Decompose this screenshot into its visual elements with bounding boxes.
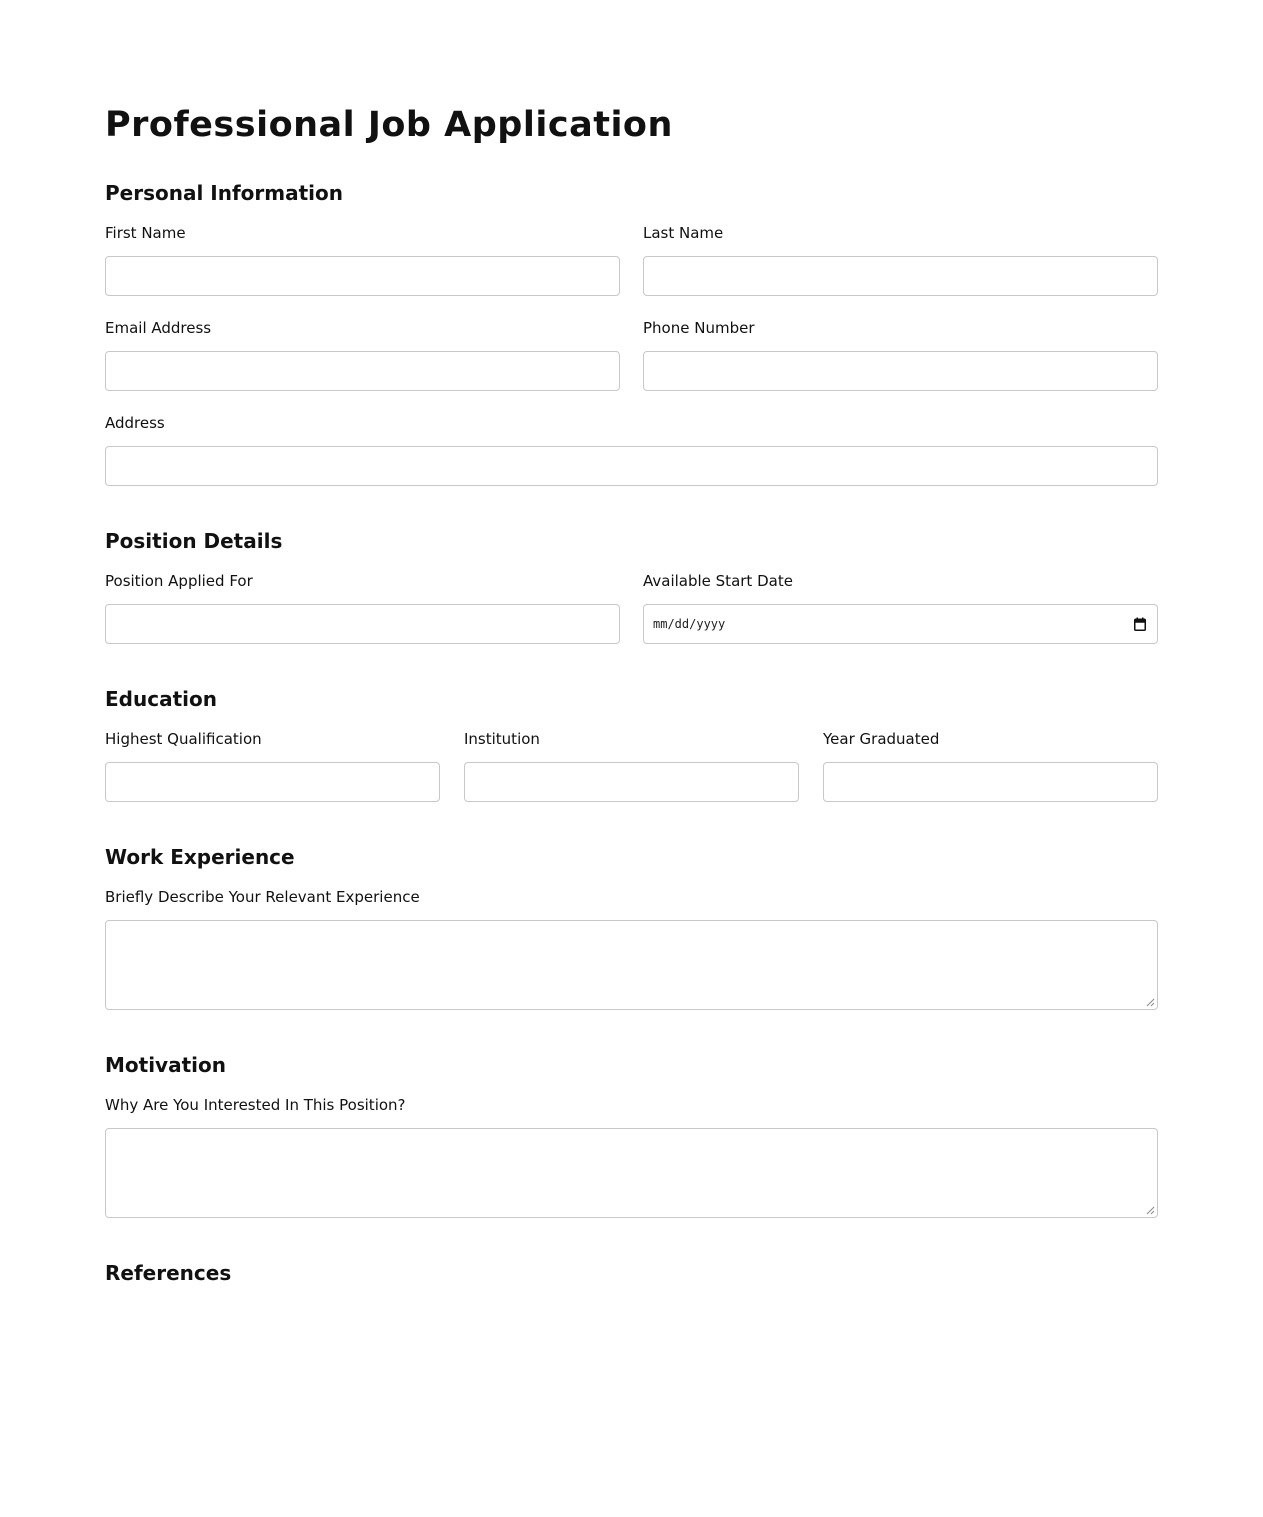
last-name-field bbox=[643, 224, 1158, 296]
address-input[interactable] bbox=[105, 446, 1158, 486]
start-date-field bbox=[643, 572, 1158, 644]
position-applied-label: Position Applied For bbox=[105, 572, 253, 590]
last-name-input[interactable] bbox=[643, 256, 1158, 296]
address-label: Address bbox=[105, 414, 165, 432]
first-name-label: First Name bbox=[105, 224, 186, 242]
start-date-input[interactable] bbox=[643, 604, 1158, 644]
section-title-personal-information: Personal Information bbox=[105, 181, 343, 205]
calendar-icon[interactable] bbox=[1134, 617, 1146, 631]
section-title-motivation: Motivation bbox=[105, 1053, 226, 1077]
qualification-label: Highest Qualification bbox=[105, 730, 262, 748]
experience-textarea[interactable] bbox=[105, 920, 1158, 1010]
year-graduated-field bbox=[823, 730, 1158, 802]
phone-field bbox=[643, 319, 1158, 391]
interest-textarea[interactable] bbox=[105, 1128, 1158, 1218]
email-input[interactable] bbox=[105, 351, 620, 391]
last-name-label: Last Name bbox=[643, 224, 724, 242]
section-title-work-experience: Work Experience bbox=[105, 845, 295, 869]
resize-handle-icon[interactable] bbox=[1146, 1206, 1155, 1215]
interest-label: Why Are You Interested In This Position? bbox=[105, 1096, 406, 1114]
section-title-references: References bbox=[105, 1261, 232, 1285]
start-date-placeholder: mm/dd/yyyy bbox=[653, 617, 726, 631]
phone-input[interactable] bbox=[643, 351, 1158, 391]
resize-handle-icon[interactable] bbox=[1146, 998, 1155, 1007]
address-field bbox=[105, 414, 1158, 486]
year-graduated-label: Year Graduated bbox=[823, 730, 940, 748]
section-title-position-details: Position Details bbox=[105, 529, 283, 553]
first-name-field bbox=[105, 224, 620, 296]
year-graduated-input[interactable] bbox=[823, 762, 1158, 802]
page-title: Professional Job Application bbox=[105, 105, 673, 145]
start-date-label: Available Start Date bbox=[643, 572, 793, 590]
institution-field bbox=[464, 730, 799, 802]
institution-label: Institution bbox=[464, 730, 540, 748]
experience-field bbox=[105, 888, 1158, 1010]
email-label: Email Address bbox=[105, 319, 212, 337]
qualification-field bbox=[105, 730, 440, 802]
position-applied-field bbox=[105, 572, 620, 644]
interest-field bbox=[105, 1096, 1158, 1218]
qualification-input[interactable] bbox=[105, 762, 440, 802]
section-title-education: Education bbox=[105, 687, 217, 711]
experience-label: Briefly Describe Your Relevant Experience bbox=[105, 888, 420, 906]
first-name-input[interactable] bbox=[105, 256, 620, 296]
institution-input[interactable] bbox=[464, 762, 799, 802]
email-field bbox=[105, 319, 620, 391]
phone-label: Phone Number bbox=[643, 319, 755, 337]
position-applied-input[interactable] bbox=[105, 604, 620, 644]
